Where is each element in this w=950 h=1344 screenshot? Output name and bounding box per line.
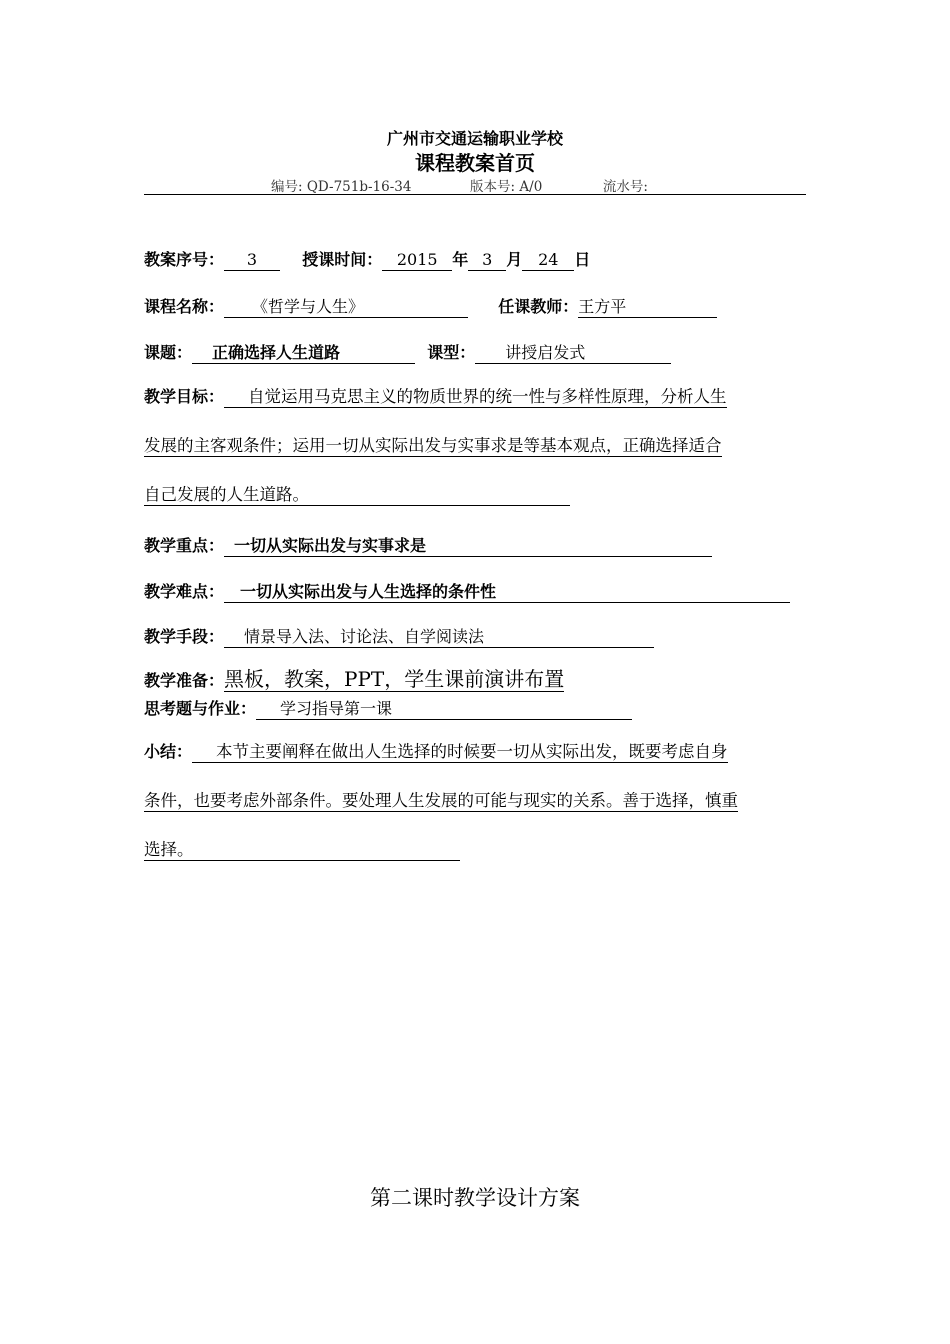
year-unit: 年 (452, 250, 469, 269)
difficulty-value: 一切从实际出发与人生选择的条件性 (224, 582, 790, 603)
summary-line-2 (144, 776, 806, 825)
header-divider (144, 194, 806, 195)
page-title: 课程教案首页 (415, 151, 535, 175)
seq-label: 教案序号： (144, 250, 225, 269)
key-point-row (144, 533, 712, 557)
summary-text-3: 选择。 (144, 840, 460, 861)
goal-line-3 (144, 470, 806, 519)
school-name: 广州市交通运输职业学校 (386, 129, 563, 148)
month-unit: 月 (506, 250, 523, 269)
goal-line-2 (144, 421, 806, 470)
means-value: 情景导入法、讨论法、自学阅读法 (224, 627, 654, 648)
code-label: 编号: (271, 179, 303, 195)
day-value: 24 (522, 250, 574, 271)
prep-value: 黑板，教案，PPT，学生课前演讲布置 (224, 667, 565, 691)
course-value: 《哲学与人生》 (224, 297, 468, 318)
teaching-goal-paragraph (144, 372, 806, 519)
time-label: 授课时间： (302, 250, 383, 269)
course-teacher-row (144, 294, 717, 318)
header-meta (271, 175, 648, 195)
summary-text-1: 本节主要阐释在做出人生选择的时候要一切从实际出发，既要考虑自身 (192, 742, 728, 763)
version-label: 版本号: (470, 179, 516, 195)
summary-label: 小结： (144, 742, 193, 761)
homework-value: 学习指导第一课 (256, 699, 632, 720)
month-value: 3 (468, 250, 506, 271)
teacher-value: 王方平 (578, 297, 717, 318)
day-unit: 日 (574, 250, 591, 269)
difficulty-label: 教学难点： (144, 582, 225, 601)
teacher-label: 任课教师： (498, 297, 579, 316)
prep-label: 教学准备： (144, 671, 225, 690)
goal-label: 教学目标： (144, 387, 225, 406)
type-label: 课型： (427, 343, 476, 362)
goal-text-2: 发展的主客观条件；运用一切从实际出发与实事求是等基本观点，正确选择适合 (144, 436, 722, 455)
key-value: 一切从实际出发与实事求是 (224, 536, 712, 557)
goal-text-3: 自己发展的人生道路。 (144, 485, 570, 506)
topic-type-row (144, 340, 671, 364)
summary-line-1 (144, 727, 806, 776)
version-value: A/0 (519, 179, 543, 195)
section-heading: 第二课时教学设计方案 (370, 1186, 580, 1210)
preparation-row (144, 668, 564, 692)
topic-label: 课题： (144, 343, 193, 362)
key-label: 教学重点： (144, 536, 225, 555)
year-value: 2015 (382, 250, 452, 271)
seq-value: 3 (224, 250, 280, 271)
homework-row (144, 696, 632, 720)
summary-paragraph (144, 727, 806, 874)
type-value: 讲授启发式 (475, 343, 671, 364)
goal-text-1: 自觉运用马克思主义的物质世界的统一性与多样性原理，分析人生 (224, 387, 727, 408)
homework-label: 思考题与作业： (144, 699, 257, 718)
means-label: 教学手段： (144, 627, 225, 646)
goal-line-1 (144, 372, 806, 421)
serial-label: 流水号: (602, 179, 648, 195)
summary-line-3 (144, 825, 806, 874)
code-value: QD-751b-16-34 (306, 179, 412, 195)
summary-text-2: 条件，也要考虑外部条件。要处理人生发展的可能与现实的关系。善于选择，慎重 (144, 791, 738, 810)
course-label: 课程名称： (144, 297, 225, 316)
seq-time-row (144, 247, 590, 271)
topic-value: 正确选择人生道路 (192, 343, 415, 364)
difficulty-row (144, 579, 790, 603)
teaching-means-row (144, 624, 654, 648)
